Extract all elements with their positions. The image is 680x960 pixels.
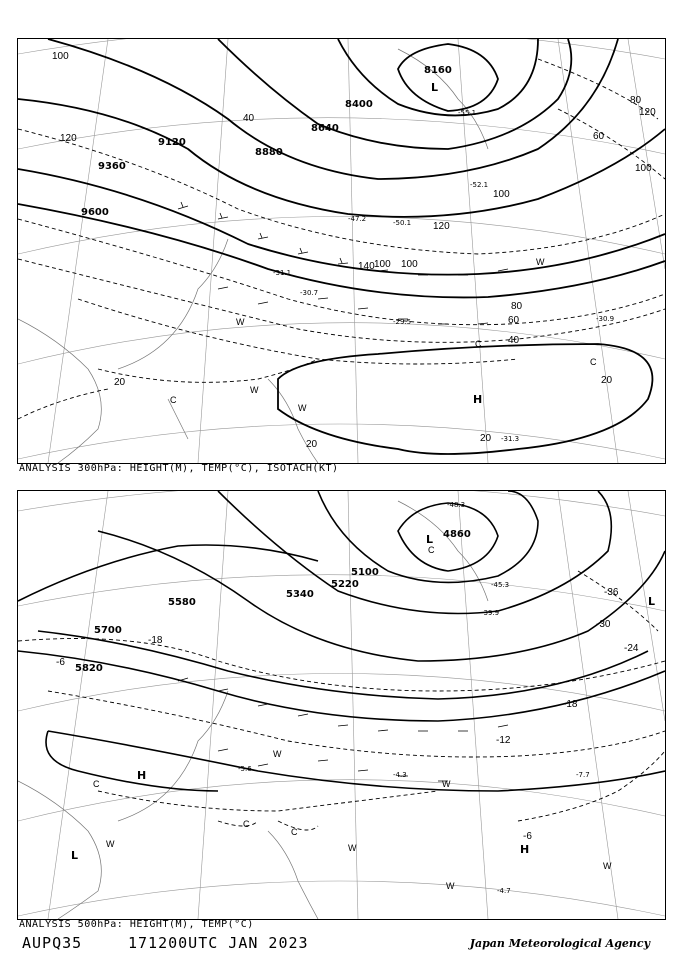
low-pressure-center: L	[71, 849, 79, 862]
height-label-9600: 9600	[81, 207, 109, 218]
isotach-label: 20	[306, 439, 318, 450]
map-300hpa	[17, 38, 666, 464]
warm-mark: W	[250, 385, 259, 395]
temp-labels	[273, 109, 614, 443]
isotach-label: 100	[52, 51, 69, 62]
isotach-label: 40	[508, 335, 520, 346]
height-contours	[18, 491, 665, 791]
isotach-labels	[52, 51, 656, 450]
cold-mark: C	[428, 545, 435, 555]
isotherm-labels	[56, 587, 639, 842]
temp-label: -31.1	[273, 269, 292, 277]
height-label-5580: 5580	[168, 597, 196, 608]
high-pressure-center: H	[473, 393, 483, 406]
warm-mark: W	[273, 749, 282, 759]
height-label-4860: 4860	[443, 529, 471, 540]
temp-label: -7.7	[576, 771, 590, 779]
wind-barbs	[178, 202, 508, 324]
temp-label: -47.2	[348, 215, 367, 223]
warm-mark: W	[442, 779, 451, 789]
isotherm-label: -6	[523, 831, 532, 842]
isotherm-label: -24	[624, 643, 639, 654]
caption-300hpa: ANALYSIS 300hPa: HEIGHT(M), TEMP(°C), ISOTACH(KT)	[19, 463, 339, 474]
isotach-label: 60	[593, 131, 605, 142]
map-500hpa-chart	[18, 491, 665, 919]
isotach-label: 140	[358, 261, 375, 272]
low-pressure-center: L	[426, 533, 434, 546]
isotach-label: 120	[60, 133, 77, 144]
map-300hpa-chart	[18, 39, 665, 463]
temp-label: -48.3	[447, 501, 466, 509]
isotach-label: 100	[401, 259, 418, 270]
isotherm-label: -36	[604, 587, 619, 598]
temp-label: -55.1	[458, 109, 477, 117]
isotach-label: 60	[508, 315, 520, 326]
warm-mark: W	[348, 843, 357, 853]
cold-mark: C	[93, 779, 100, 789]
isotach-label: 80	[511, 301, 523, 312]
temp-label: -31.3	[501, 435, 520, 443]
isotherm-label: -30	[596, 619, 611, 630]
high-pressure-center: H	[137, 769, 147, 782]
cold-mark: C	[170, 395, 177, 405]
isotach-label: 40	[243, 113, 255, 124]
warm-mark: W	[106, 839, 115, 849]
height-labels	[81, 65, 452, 218]
height-label-5700: 5700	[94, 625, 122, 636]
graticule	[18, 39, 665, 463]
low-pressure-center: L	[431, 81, 439, 94]
caption-500hpa: ANALYSIS 500hPa: HEIGHT(M), TEMP(°C)	[19, 919, 254, 930]
warm-mark: W	[298, 403, 307, 413]
isotherm-label: -12	[496, 735, 511, 746]
agency-name: Japan Meteorological Agency	[469, 937, 650, 950]
warm-mark: W	[446, 881, 455, 891]
height-contours	[18, 39, 665, 454]
temp-label: -4.7	[497, 887, 511, 895]
isotach-label: 80	[630, 95, 642, 106]
temp-label: -30.9	[596, 315, 615, 323]
height-label-5220: 5220	[331, 579, 359, 590]
isotach-label: 100	[493, 189, 510, 200]
product-id: AUPQ35	[22, 934, 83, 952]
temp-label: -5.6	[238, 765, 252, 773]
isotachs	[18, 59, 665, 419]
valid-time: 171200UTC JAN 2023	[128, 934, 309, 952]
height-label-8640: 8640	[311, 123, 339, 134]
map-500hpa	[17, 490, 666, 920]
height-label-9360: 9360	[98, 161, 126, 172]
height-label-8160: 8160	[424, 65, 452, 76]
temp-label: -4.3	[393, 771, 407, 779]
isotach-label: 100	[635, 163, 652, 174]
temp-label: -30.7	[300, 289, 319, 297]
cold-mark: C	[291, 827, 298, 837]
temp-label: -45.3	[491, 581, 510, 589]
isotach-label: 120	[433, 221, 450, 232]
isotach-label: 20	[480, 433, 492, 444]
temp-label: -50.1	[393, 219, 412, 227]
isotach-label: 20	[601, 375, 613, 386]
isotach-label: 120	[639, 107, 656, 118]
warm-mark: W	[603, 861, 612, 871]
warm-mark: W	[536, 257, 545, 267]
high-pressure-center: H	[520, 843, 530, 856]
isotach-label: 20	[114, 377, 126, 388]
height-label-5340: 5340	[286, 589, 314, 600]
temp-label: -52.1	[470, 181, 489, 189]
cold-mark: C	[590, 357, 597, 367]
isotherm-label: -6	[56, 657, 65, 668]
warm-mark: W	[236, 317, 245, 327]
coastline	[18, 501, 488, 919]
height-label-8400: 8400	[345, 99, 373, 110]
isotherm-label: -18	[563, 699, 578, 710]
temp-label: -29.5	[393, 318, 412, 326]
cold-mark: C	[475, 339, 482, 349]
height-label-8880: 8880	[255, 147, 283, 158]
isotach-label: 100	[374, 259, 391, 270]
isotherm-label: -18	[148, 635, 163, 646]
cold-mark: C	[243, 819, 250, 829]
temp-label: -39.9	[481, 609, 500, 617]
low-pressure-center: L	[648, 595, 656, 608]
height-label-5820: 5820	[75, 663, 103, 674]
height-label-9120: 9120	[158, 137, 186, 148]
height-label-5100: 5100	[351, 567, 379, 578]
